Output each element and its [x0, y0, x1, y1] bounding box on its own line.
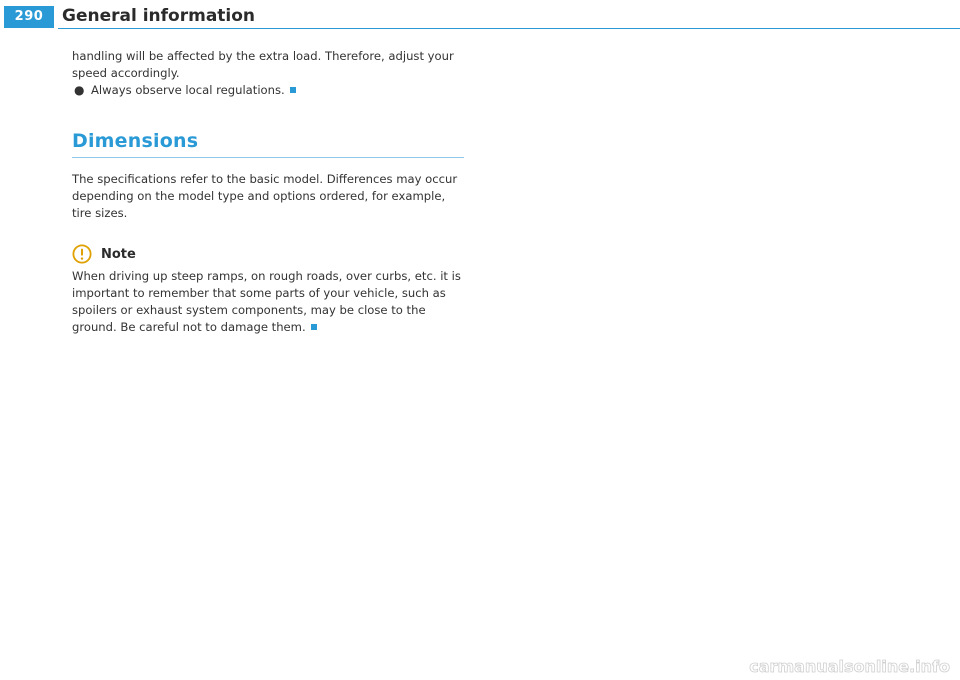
- note-heading: [72, 242, 467, 266]
- end-of-section-icon: [290, 87, 296, 93]
- bullet-text: Always observe local regulations.: [91, 83, 285, 97]
- caution-icon: [72, 244, 92, 264]
- end-of-section-icon: [311, 324, 317, 330]
- page-header: [0, 0, 960, 30]
- intro-paragraph-text: handling will be affected by the extra load. Therefore, adjust your speed accordingly.: [72, 49, 454, 80]
- bullet-dot-icon: ●: [74, 83, 85, 97]
- watermark-text: carmanualsonline.info: [749, 657, 950, 676]
- bullet-item: [72, 82, 467, 99]
- header-rule: [58, 28, 960, 29]
- watermark-logo: [712, 656, 952, 676]
- page-number: 290: [4, 6, 54, 28]
- note-paragraph: [72, 268, 467, 336]
- intro-paragraph: [72, 48, 467, 82]
- header-title: General information: [62, 6, 256, 26]
- section-paragraph: [72, 171, 467, 222]
- section-paragraph-text: The specifications refer to the basic model. Differences may occur depending on the model type and options ordered, for example, tire sizes.: [72, 172, 458, 220]
- section-rule: [72, 157, 464, 158]
- note-paragraph-text: When driving up steep ramps, on rough roads, over curbs, etc. it is important to remember that some parts of your vehicle, such as spoilers or exhaust system components, may be close to the ground. Be careful not to damage them.: [72, 269, 461, 334]
- note-label: Note: [101, 246, 136, 262]
- section-title: Dimensions: [72, 130, 199, 152]
- page-content: [72, 48, 467, 336]
